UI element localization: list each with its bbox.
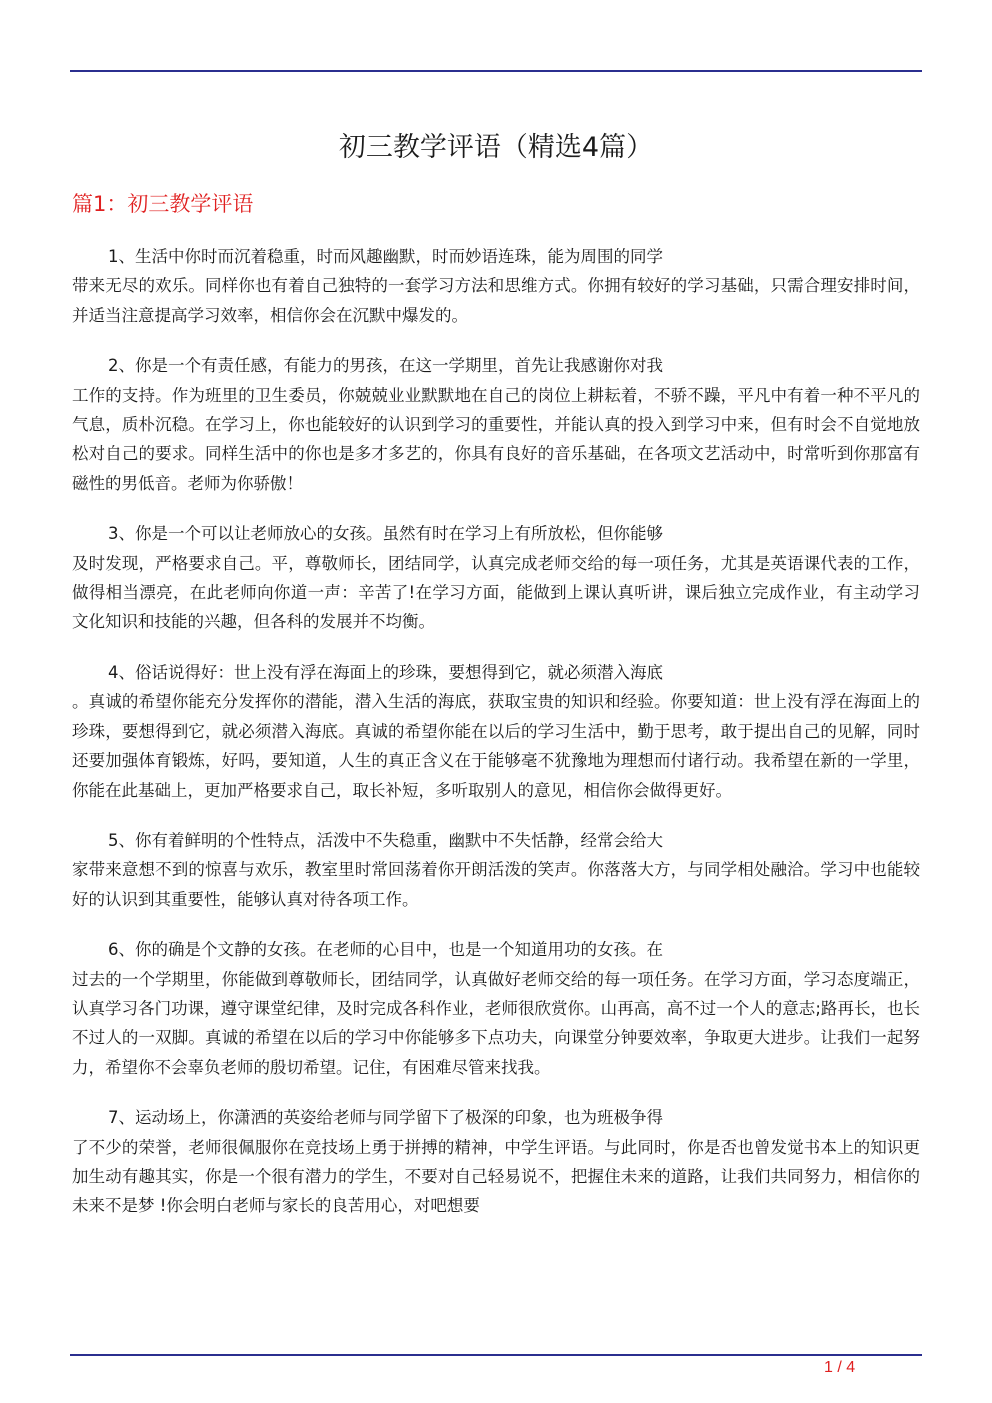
footer-rule [70,1354,922,1356]
paragraph-first-line: 5、你有着鲜明的个性特点，活泼中不失稳重，幽默中不失恬静，经常会给大 [108,830,663,850]
paragraph-text: 工作的支持。作为班里的卫生委员，你兢兢业业默默地在自己的岗位上耕耘着，不骄不躁，平凡中有着一种不平凡的气息，质朴沉稳。在学习上，你也能较好的认识到学习的重要性，并能认真的投入到学习中来，但有时会不自觉地放松对自己的要求。同样生活中的你也是多才多艺的，你具有良好的音乐基础，在各项文艺活动中，时常听到你那富有磁性的男低音。老师为你骄傲！ [72,385,920,493]
document-body [72,242,920,1242]
paragraph-5 [72,826,920,914]
section-heading: 篇1：初三教学评语 [72,192,254,216]
paragraph-3 [72,519,920,637]
paragraph-first-line: 1、生活中你时而沉着稳重，时而风趣幽默，时而妙语连珠，能为周围的同学 [108,247,663,266]
paragraph-text: 。真诚的希望你能充分发挥你的潜能，潜入生活的海底，获取宝贵的知识和经验。你要知道：世上没有浮在海面上的珍珠，要想得到它，就必须潜入海底。真诚的希望你能在以后的学习生活中，勤于思考，敢于提出自己的见解，同时还要加强体育锻炼，好吗，要知道，人生的真正含义在于能够毫不犹豫地为理想而付诸行动。我希望在新的一学里，你能在此基础上，更加严格要求自己，取长补短，多听取别人的意见，相信你会做得更好。 [72,692,920,800]
paragraph-first-line: 7、运动场上，你潇洒的英姿给老师与同学留下了极深的印象，也为班极争得 [108,1108,663,1128]
document-title: 初三教学评语（精选4篇） [338,132,654,163]
paragraph-7 [72,1103,920,1221]
paragraph-2 [72,351,920,498]
paragraph-text: 带来无尽的欢乐。同样你也有着自己独特的一套学习方法和思维方式。你拥有较好的学习基础，只需合理安排时间，并适当注意提高学习效率，相信你会在沉默中爆发的。 [72,276,920,325]
paragraph-first-line: 2、你是一个有责任感，有能力的男孩，在这一学期里，首先让我感谢你对我 [108,356,663,376]
paragraph-text: 及时发现，严格要求自己。平，尊敬师长，团结同学，认真完成老师交给的每一项任务，尤其是英语课代表的工作，做得相当漂亮，在此老师向你道一声：辛苦了!在学习方面，能做到上课认真听讲，课后独立完成作业，有主动学习文化知识和技能的兴趣，但各科的发展并不均衡。 [72,553,920,632]
paragraph-first-line: 6、你的确是个文静的女孩。在老师的心目中，也是一个知道用功的女孩。在 [108,940,663,960]
paragraph-text: 过去的一个学期里，你能做到尊敬师长，团结同学，认真做好老师交给的每一项任务。在学习方面，学习态度端正，认真学习各门功课，遵守课堂纪律，及时完成各科作业，老师很欣赏你。山再高，高不过一个人的意志;路再长，也长不过人的一双脚。真诚的希望在以后的学习中你能够多下点功夫，向课堂分钟要效率，争取更大进步。让我们一起努力，希望你不会辜负老师的殷切希望。记住，有困难尽管来找我。 [72,969,920,1077]
paragraph-1 [72,242,920,330]
paragraph-4 [72,658,920,805]
paragraph-6 [72,935,920,1082]
paragraph-first-line: 4、俗话说得好：世上没有浮在海面上的珍珠，要想得到它，就必须潜入海底 [108,662,663,682]
paragraph-text: 了不少的荣誉，老师很佩服你在竞技场上勇于拼搏的精神，中学生评语。与此同时，你是否也曾发觉书本上的知识更加生动有趣其实，你是一个很有潜力的学生，不要对自己轻易说不，把握住未来的道路，让我们共同努力，相信你的未来不是梦 !你会明白老师与家长的良苦用心，对吧想要 [72,1137,920,1216]
page-number: 1 / 4 [824,1359,856,1376]
paragraph-text: 家带来意想不到的惊喜与欢乐，教室里时常回荡着你开朗活泼的笑声。你落落大方，与同学相处融洽。学习中也能较好的认识到其重要性，能够认真对待各项工作。 [72,860,920,909]
paragraph-first-line: 3、你是一个可以让老师放心的女孩。虽然有时在学习上有所放松，但你能够 [108,524,663,544]
header-rule [70,70,922,72]
